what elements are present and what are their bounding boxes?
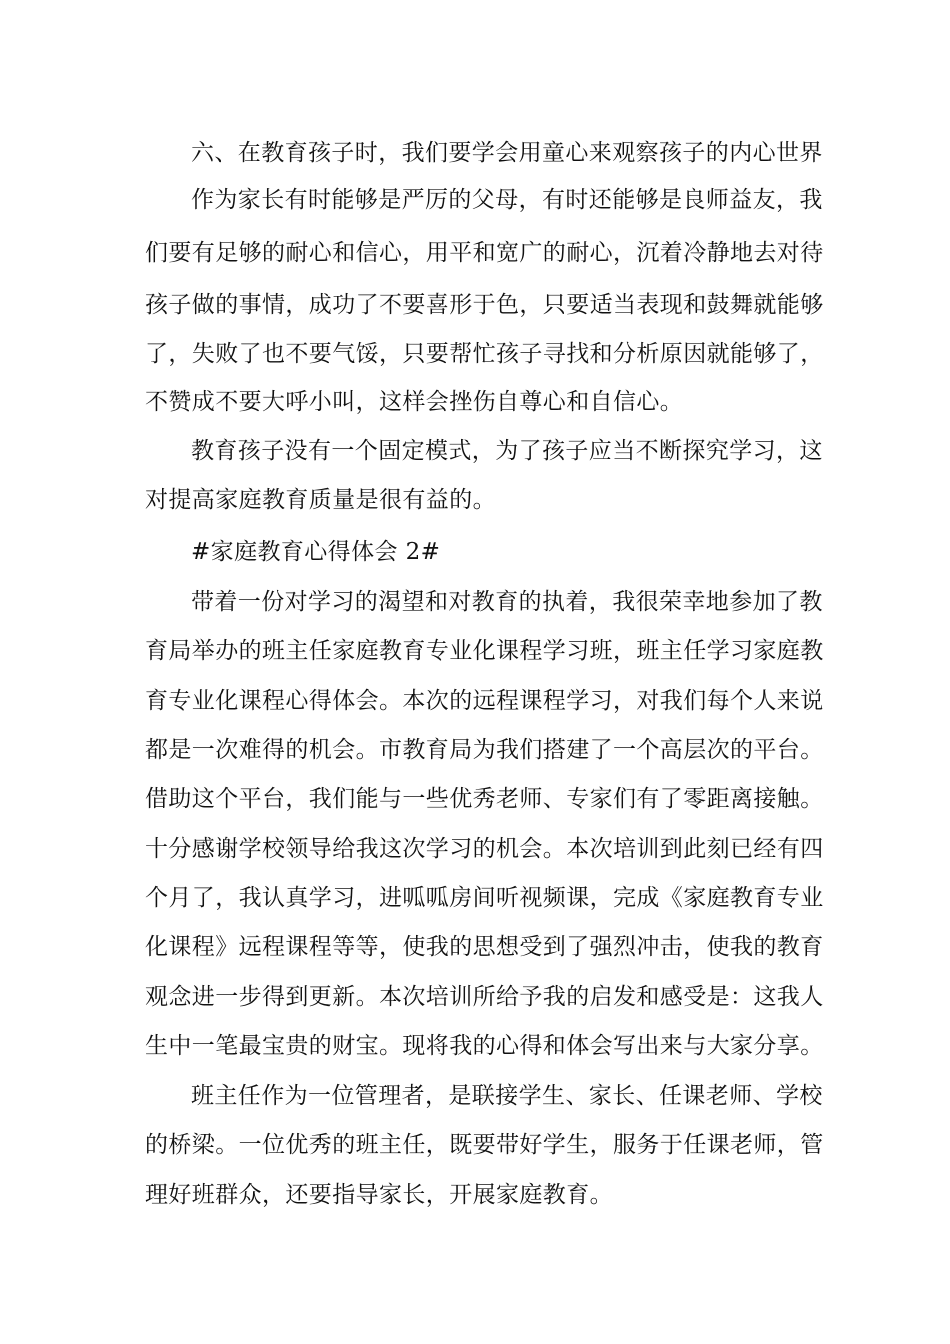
paragraph-line: 了，失败了也不要气馁，只要帮忙孩子寻找和分析原因就能够了， <box>145 341 824 367</box>
section-heading: #家庭教育心得体会 2# <box>191 539 441 565</box>
paragraph-line: 带着一份对学习的渴望和对教育的执着，我很荣幸地参加了教 <box>191 589 823 615</box>
paragraph-line: 教育孩子没有一个固定模式，为了孩子应当不断探究学习，这 <box>191 438 823 464</box>
paragraph-line: 观念进一步得到更新。本次培训所给予我的启发和感受是：这我人 <box>145 984 824 1010</box>
paragraph-line: 们要有足够的耐心和信心，用平和宽广的耐心，沉着冷静地去对待 <box>145 240 824 266</box>
paragraph-line: 化课程》远程课程等等，使我的思想受到了强烈冲击，使我的教育 <box>145 934 824 960</box>
paragraph-line: 的桥梁。一位优秀的班主任，既要带好学生，服务于任课老师，管 <box>145 1132 824 1158</box>
paragraph-line: 理好班群众，还要指导家长，开展家庭教育。 <box>145 1182 613 1208</box>
paragraph-line: 育专业化课程心得体会。本次的远程课程学习，对我们每个人来说 <box>145 688 824 714</box>
paragraph-line: 个月了，我认真学习，进呱呱房间听视频课，完成《家庭教育专业 <box>145 885 824 911</box>
paragraph-line: 生中一笔最宝贵的财宝。现将我的心得和体会写出来与大家分享。 <box>145 1033 824 1059</box>
heading-line: 六、在教育孩子时，我们要学会用童心来观察孩子的内心世界 <box>191 140 823 166</box>
paragraph-line: 作为家长有时能够是严厉的父母，有时还能够是良师益友，我 <box>191 187 823 213</box>
paragraph-line: 班主任作为一位管理者，是联接学生、家长、任课老师、学校 <box>191 1083 823 1109</box>
paragraph-line: 借助这个平台，我们能与一些优秀老师、专家们有了零距离接触。 <box>145 786 824 812</box>
paragraph-line: 孩子做的事情，成功了不要喜形于色，只要适当表现和鼓舞就能够 <box>145 292 824 318</box>
paragraph-line: 对提高家庭教育质量是很有益的。 <box>145 487 496 513</box>
paragraph-line: 育局举办的班主任家庭教育专业化课程学习班，班主任学习家庭教 <box>145 638 824 664</box>
paragraph-line: 十分感谢学校领导给我这次学习的机会。本次培训到此刻已经有四 <box>145 836 824 862</box>
paragraph-line: 不赞成不要大呼小叫，这样会挫伤自尊心和自信心。 <box>145 389 684 415</box>
paragraph-line: 都是一次难得的机会。市教育局为我们搭建了一个高层次的平台。 <box>145 737 824 763</box>
